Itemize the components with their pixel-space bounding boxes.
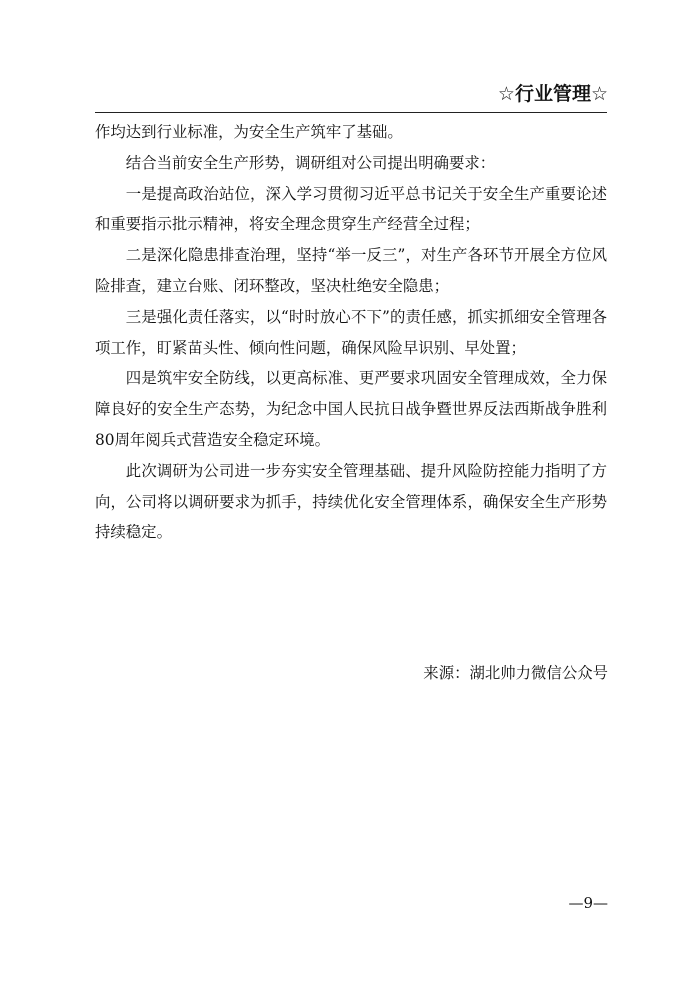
source-attribution: 来源：湖北帅力微信公众号 (423, 664, 608, 682)
paragraph-requirements-intro: 结合当前安全生产形势，调研组对公司提出明确要求： (125, 153, 496, 172)
paragraph-requirement-4: 四是筑牢安全防线，以更高标准、更严要求巩固安全管理成效，全力保障良好的安全生产态势，为纪念中国人民抗日战争暨世界反法西斯战争胜利80周年阅兵式营造安全稳定环境。 (95, 369, 607, 449)
paragraph-requirement-2: 二是深化隐患排查治理，坚持“举一反三”，对生产各环节开展全方位风险排查，建立台账、闭环整改，坚决杜绝安全隐患； (95, 246, 607, 295)
section-header-title: ☆行业管理☆ (497, 83, 608, 105)
paragraph-requirement-3: 三是强化责任落实，以“时时放心不下”的责任感，抓实抓细安全管理各项工作，盯紧苗头性、倾向性问题，确保风险早识别、早处置； (95, 307, 607, 357)
header-divider (95, 112, 607, 113)
paragraph-requirement-1: 一是提高政治站位，深入学习贯彻习近平总书记关于安全生产重要论述和重要指示批示精神，将安全理念贯穿生产经营全过程； (95, 184, 607, 234)
article-body (95, 117, 607, 548)
page-number: —9— (568, 894, 608, 912)
paragraph-conclusion: 此次调研为公司进一步夯实安全管理基础、提升风险防控能力指明了方向，公司将以调研要求为抓手，持续优化安全管理体系，确保安全生产形势持续稳定。 (95, 461, 607, 542)
paragraph-continuation: 作均达到行业标准，为安全生产筑牢了基础。 (95, 123, 403, 141)
